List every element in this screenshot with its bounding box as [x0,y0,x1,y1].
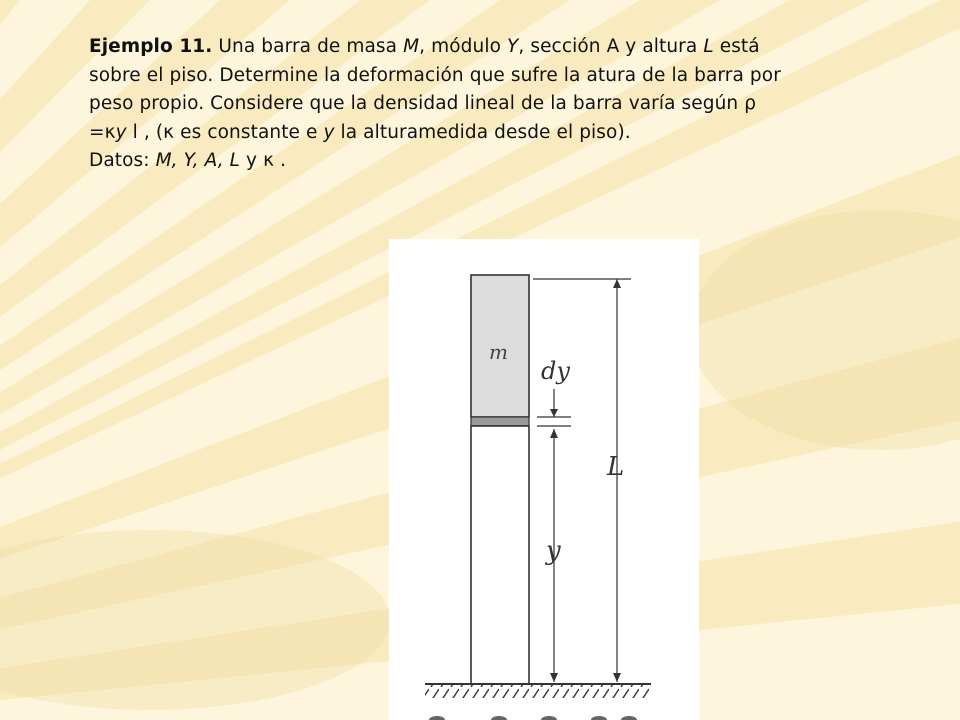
problem-line-1: Ejemplo 11. Una barra de masa M, módulo Y, sección A y altura L está [89,36,760,57]
L-label: L [607,452,625,482]
problem-line-4: =κy l , (κ es constante e y la alturamedida desde el piso). [89,121,631,143]
bar-lower [471,426,529,684]
L-arrow-bottom [613,673,621,682]
bar-diagram [389,239,699,720]
floor-hatching [425,685,651,698]
example-title: Ejemplo 11. [89,36,213,57]
y-arrow-bottom [550,673,558,682]
bar-element-dy [471,417,529,426]
problem-line-5: Datos: M, Y, A, L y κ . [89,150,287,171]
dy-arrow-head [550,409,558,417]
L-arrow-top [613,279,621,288]
y-arrow-top [550,429,558,438]
problem-line-2: sobre el piso. Determine la deformación que sufre la atura de la barra por [89,64,781,86]
mass-label: m [489,340,508,364]
dy-label: dy [541,357,570,385]
bar-diagram-panel [389,239,699,720]
bottom-marks [429,716,637,720]
y-label: y [546,536,561,566]
problem-statement [89,33,879,176]
problem-line-3: peso propio. Considere que la densidad lineal de la barra varía según ρ [89,93,757,114]
